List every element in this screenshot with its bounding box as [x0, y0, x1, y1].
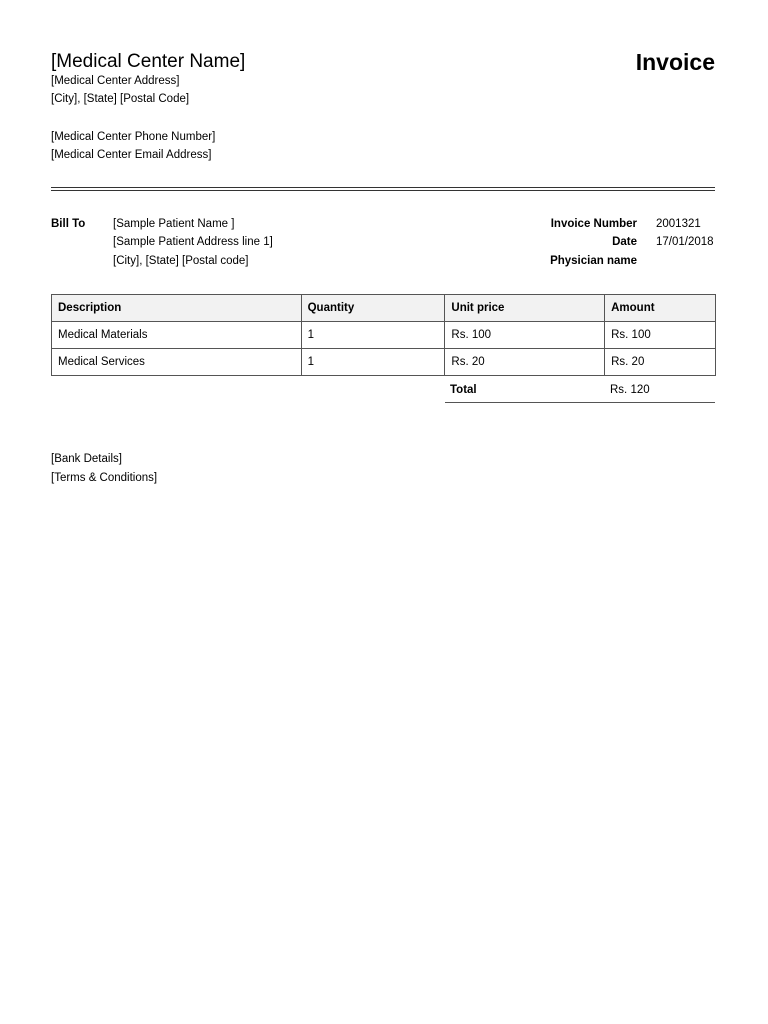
- bank-details: [Bank Details]: [51, 453, 122, 465]
- table-row: [52, 349, 716, 376]
- header-divider-bottom: [51, 190, 715, 191]
- center-address: [Medical Center Address]: [51, 75, 180, 87]
- cell-amount: Rs. 20: [605, 349, 716, 376]
- cell-unit-price: Rs. 100: [445, 322, 605, 349]
- cell-description: Medical Services: [52, 349, 302, 376]
- total-underline: [445, 402, 715, 403]
- terms-and-conditions: [Terms & Conditions]: [51, 472, 158, 484]
- center-city-line: [City], [State] [Postal Code]: [51, 93, 190, 105]
- total-value: Rs. 120: [610, 384, 650, 396]
- header-description: Description: [52, 295, 302, 322]
- total-label: Total: [450, 384, 477, 396]
- header-amount: Amount: [605, 295, 716, 322]
- table-row: [52, 322, 716, 349]
- cell-quantity: 1: [301, 322, 445, 349]
- items-table: [51, 294, 716, 376]
- invoice-number-value: 2001321: [656, 218, 701, 230]
- cell-amount: Rs. 100: [605, 322, 716, 349]
- date-value: 17/01/2018: [656, 236, 714, 248]
- center-email: [Medical Center Email Address]: [51, 149, 212, 161]
- physician-label: Physician name: [550, 255, 637, 267]
- medical-center-name: [Medical Center Name]: [51, 51, 246, 72]
- bill-to-label: Bill To: [51, 218, 86, 230]
- invoice-title: Invoice: [635, 49, 715, 75]
- header-quantity: Quantity: [301, 295, 445, 322]
- header-unit-price: Unit price: [445, 295, 605, 322]
- cell-quantity: 1: [301, 349, 445, 376]
- patient-city-line: [City], [State] [Postal code]: [113, 255, 249, 267]
- cell-description: Medical Materials: [52, 322, 302, 349]
- header-divider-top: [51, 187, 715, 188]
- date-label: Date: [612, 236, 637, 248]
- table-header-row: [52, 295, 716, 322]
- patient-name: [Sample Patient Name ]: [113, 218, 235, 230]
- patient-address: [Sample Patient Address line 1]: [113, 236, 273, 248]
- cell-unit-price: Rs. 20: [445, 349, 605, 376]
- center-phone: [Medical Center Phone Number]: [51, 131, 216, 143]
- invoice-number-label: Invoice Number: [550, 218, 637, 230]
